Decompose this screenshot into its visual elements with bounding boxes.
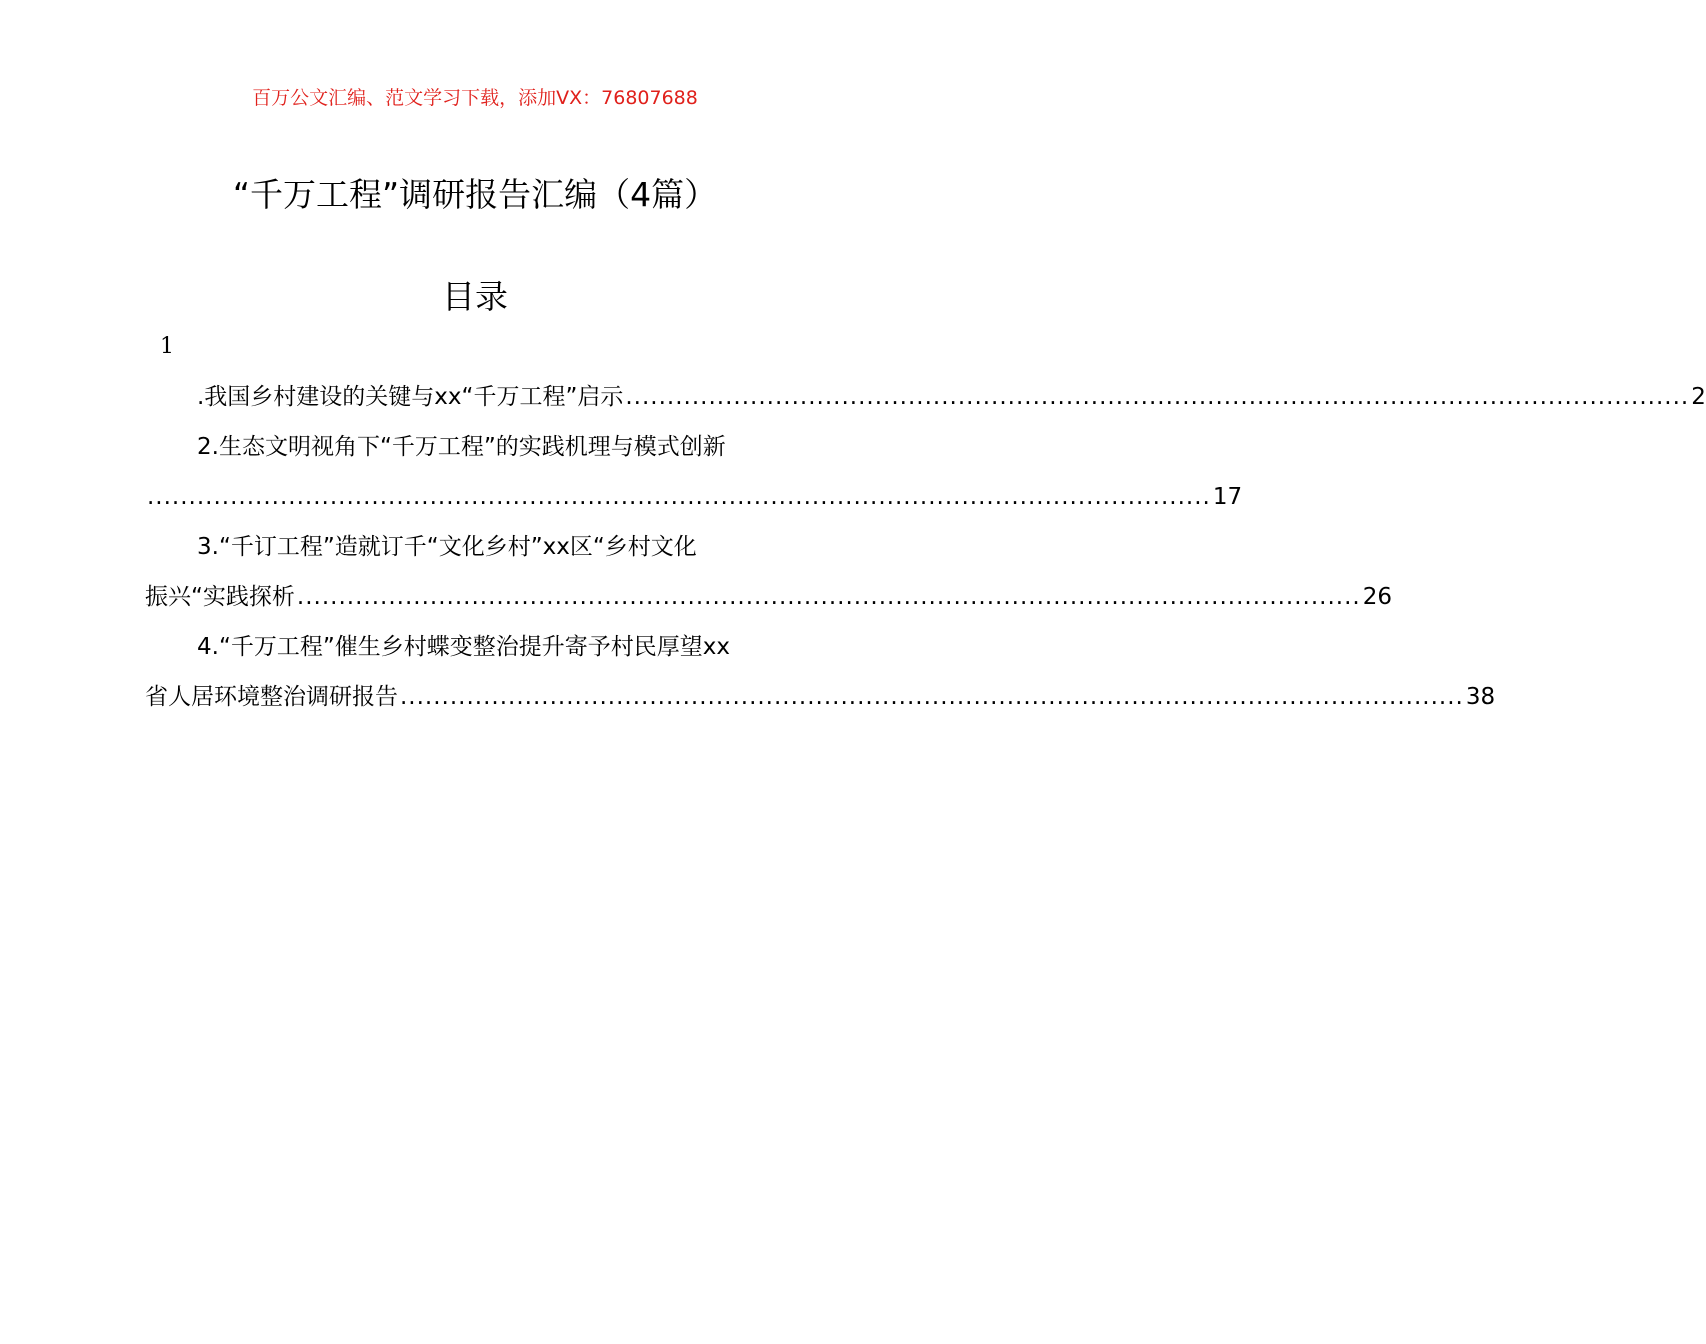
toc-entry-title: 4.“千万工程”催生乡村蝶变整治提升寄予村民厚望xx xyxy=(197,634,730,660)
toc-entry-title-continuation: 振兴“实践探析 xyxy=(145,584,295,610)
toc-entry-2-continuation[interactable] xyxy=(145,472,1243,522)
toc-page-number: 38 xyxy=(1465,684,1496,710)
document-title: “千万工程”调研报告汇编（4篇） xyxy=(232,175,718,214)
toc-entry-title: .我国乡村建设的关键与xx“千万工程”启示 xyxy=(197,384,624,410)
toc-dot-leader: ................................................................................................................................ xyxy=(296,584,1361,610)
toc-entry-2[interactable] xyxy=(145,422,807,472)
toc-page-number: 26 xyxy=(1362,584,1393,610)
toc-entry-title-continuation: 省人居环境整治调研报告 xyxy=(145,684,398,710)
toc-entry-3[interactable] xyxy=(145,522,807,572)
toc-entry-1[interactable] xyxy=(145,372,1706,422)
toc-heading: 目录 xyxy=(442,277,508,316)
toc-entry-4-continuation[interactable] xyxy=(145,672,1496,722)
toc-page-number: 17 xyxy=(1212,484,1243,510)
toc-entry-3-continuation[interactable] xyxy=(145,572,1393,622)
toc-dot-leader: ................................................................................................................................ xyxy=(147,484,1211,510)
toc-entry-title: 2.生态文明视角下“千万工程”的实践机理与模式创新 xyxy=(197,434,726,460)
watermark-text: 百万公文汇编、范文学习下载，添加VX：76807688 xyxy=(252,87,698,109)
table-of-contents xyxy=(145,372,1706,722)
stray-number: 1 xyxy=(160,334,174,359)
toc-dot-leader: ................................................................................................................................ xyxy=(625,384,1690,410)
toc-entry-title: 3.“千订工程”造就订千“文化乡村”xx区“乡村文化 xyxy=(197,534,697,560)
toc-page-number: 2 xyxy=(1691,384,1706,410)
toc-dot-leader: ................................................................................................................................ xyxy=(400,684,1464,710)
toc-entry-4[interactable] xyxy=(145,622,807,672)
